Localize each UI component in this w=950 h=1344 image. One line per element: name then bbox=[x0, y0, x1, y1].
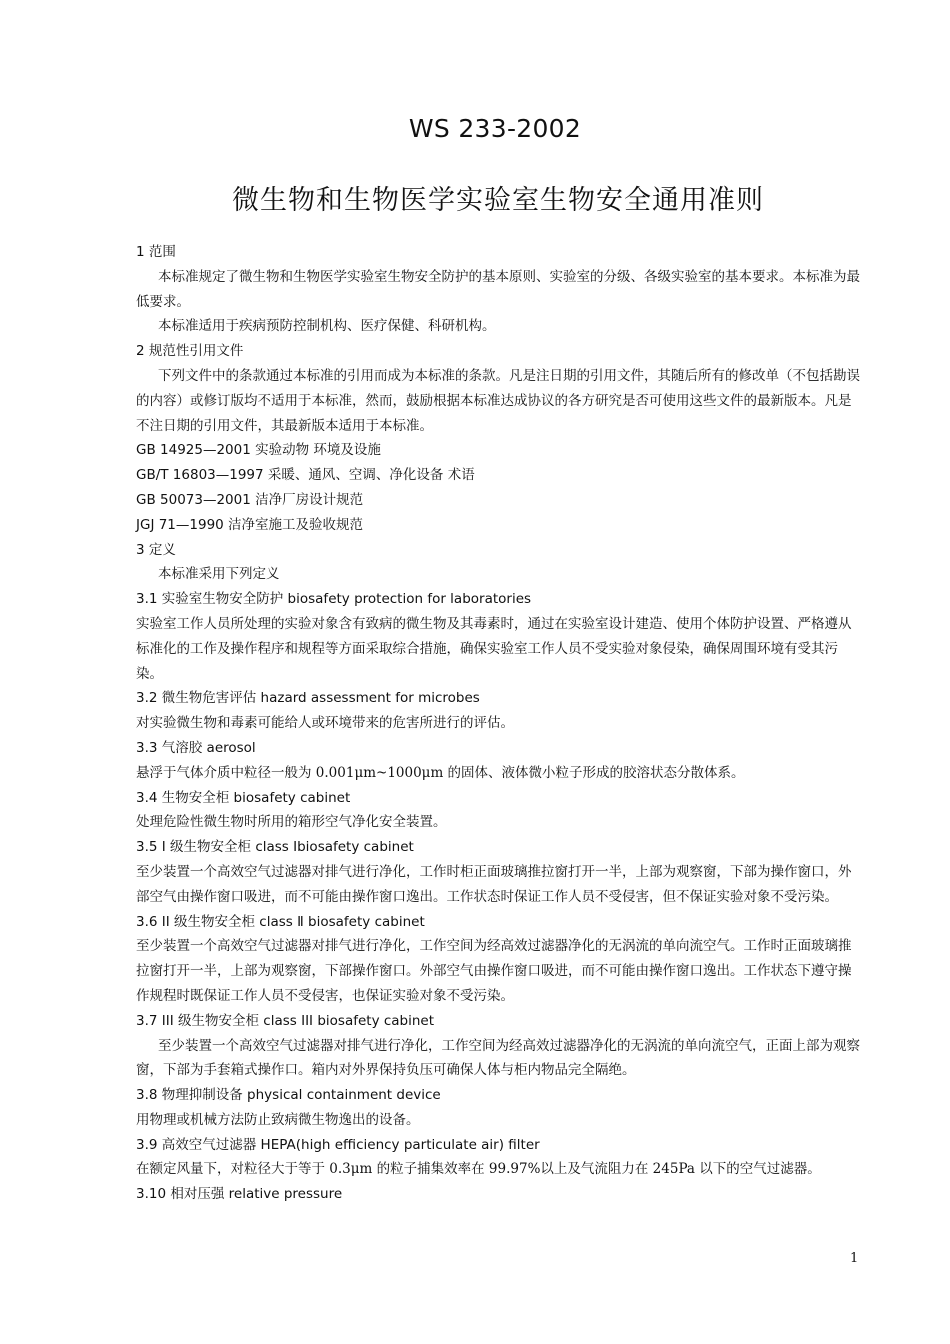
definition-heading: 3.2 微生物危害评估 hazard assessment for microbes bbox=[136, 690, 480, 707]
paragraph: 下列文件中的条款通过本标准的引用而成为本标准的条款。凡是注日期的引用文件，其随后所有的修改单（不包括勘误的内容）或修订版均不适用于本标准，然而，鼓励根据本标准达成协议的各方研究是否可使用这些文件的最新版本。凡是不注日期的引用文件，其最新版本适用于本标准。 bbox=[136, 367, 860, 434]
paragraph: 本标准采用下列定义 bbox=[158, 566, 280, 583]
definition-text: 至少装置一个高效空气过滤器对排气进行净化，工作时柜正面玻璃推拉窗打开一半，上部为观察窗，下部为操作窗口，外部空气由操作窗口吸进，而不可能由操作窗口逸出。工作状态时保证工作人员不受侵害，但不保证实验对象不受污染。 bbox=[136, 863, 852, 905]
definition-text: 悬浮于气体介质中粒径一般为 0.001μm~1000μm 的固体、液体微小粒子形成的胶溶状态分散体系。 bbox=[136, 764, 745, 781]
definition-text: 用物理或机械方法防止致病微生物逸出的设备。 bbox=[136, 1111, 420, 1128]
page-number: 1 bbox=[850, 1251, 859, 1266]
reference-item: GB 50073—2001 洁净厂房设计规范 bbox=[136, 491, 364, 508]
paragraph: 本标准规定了微生物和生物医学实验室生物安全防护的基本原则、实验室的分级、各级实验室的基本要求。本标准为最低要求。 bbox=[136, 268, 860, 310]
section-heading-scope: 1 范围 bbox=[136, 244, 176, 260]
definition-heading: 3.7 III 级生物安全柜 class III biosafety cabinet bbox=[136, 1012, 435, 1029]
definition-text: 处理危险性微生物时所用的箱形空气净化安全装置。 bbox=[136, 814, 447, 831]
definition-heading: 3.3 气溶胶 aerosol bbox=[136, 739, 256, 756]
definition-text: 在额定风量下，对粒径大于等于 0.3μm 的粒子捕集效率在 99.97%以上及气流阻力在 245Pa 以下的空气过滤器。 bbox=[136, 1161, 821, 1178]
definition-text: 实验室工作人员所处理的实验对象含有致病的微生物及其毒素时，通过在实验室设计建造、使用个体防护设置、严格遵从标准化的工作及操作程序和规程等方面采取综合措施，确保实验室工作人员不受实验对象侵染，确保周围环境有受其污染。 bbox=[136, 615, 852, 682]
definition-heading: 3.6 II 级生物安全柜 class Ⅱ biosafety cabinet bbox=[136, 913, 425, 930]
standard-code: WS 233-2002 bbox=[408, 114, 582, 143]
document-body bbox=[136, 240, 860, 1207]
reference-item: GB/T 16803—1997 采暖、通风、空调、净化设备 术语 bbox=[136, 467, 475, 484]
definition-heading: 3.9 高效空气过滤器 HEPA(high efficiency particulate air) filter bbox=[136, 1136, 540, 1153]
definition-heading: 3.4 生物安全柜 biosafety cabinet bbox=[136, 789, 351, 806]
definition-heading: 3.5 I 级生物安全柜 class Ⅰbiosafety cabinet bbox=[136, 839, 414, 856]
definition-heading: 3.10 相对压强 relative pressure bbox=[136, 1186, 343, 1203]
definition-text: 对实验微生物和毒素可能给人或环境带来的危害所进行的评估。 bbox=[136, 715, 514, 732]
definition-text: 至少装置一个高效空气过滤器对排气进行净化，工作空间为经高效过滤器净化的无涡流的单向流空气，正面上部为观察窗，下部为手套箱式操作口。箱内对外界保持负压可确保人体与柜内物品完全隔绝。 bbox=[136, 1037, 860, 1079]
reference-item: GB 14925—2001 实验动物 环境及设施 bbox=[136, 442, 381, 459]
paragraph: 本标准适用于疾病预防控制机构、医疗保健、科研机构。 bbox=[158, 318, 496, 335]
definition-heading: 3.1 实验室生物安全防护 biosafety protection for laboratories bbox=[136, 591, 532, 608]
reference-item: JGJ 71—1990 洁净室施工及验收规范 bbox=[136, 516, 364, 533]
document-title: 微生物和生物医学实验室生物安全通用准则 bbox=[232, 185, 764, 216]
definition-heading: 3.8 物理抑制设备 physical containment device bbox=[136, 1087, 441, 1104]
section-heading-definitions: 3 定义 bbox=[136, 541, 176, 558]
section-heading-references: 2 规范性引用文件 bbox=[136, 343, 244, 360]
definition-text: 至少装置一个高效空气过滤器对排气进行净化，工作空间为经高效过滤器净化的无涡流的单向流空气。工作时正面玻璃推拉窗打开一半，上部为观察窗，下部操作窗口。外部空气由操作窗口吸进，而不可能由操作窗口逸出。工作状态下遵守操作规程时既保证工作人员不受侵害，也保证实验对象不受污染。 bbox=[136, 938, 852, 1004]
